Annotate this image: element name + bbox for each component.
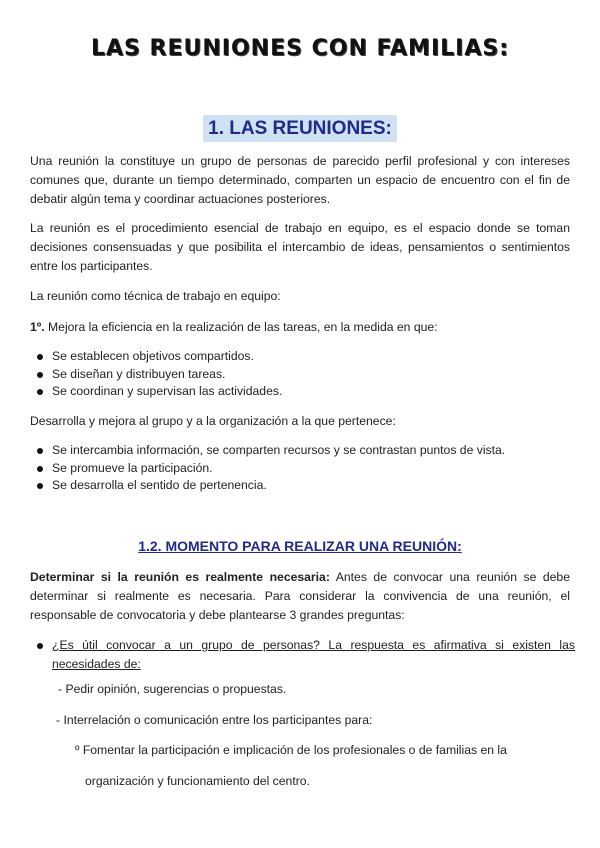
paragraph-definition: Una reunión la constituye un grupo de personas de parecido perfil profesional y con intereses comunes que, durante un tiempo determinado, comparten un espacio de encuentro con el fin de debatir algún tema y coordinar actuaciones posteriores.: [30, 154, 570, 206]
bullet-icon: [37, 466, 43, 472]
sub-sub-item-line2: organización y funcionamiento del centro.: [85, 774, 310, 788]
bullet-icon: [37, 448, 43, 454]
section-heading-reuniones: [0, 112, 600, 140]
list-item-text: Se diseñan y distribuyen tareas.: [52, 366, 226, 381]
list-item: [30, 477, 550, 495]
question-item: [30, 636, 575, 674]
point-text: Mejora la eficiencia en la realización de las tareas, en la medida en que:: [44, 320, 438, 334]
list-item: [30, 366, 550, 384]
list-item: [30, 460, 550, 478]
bullet-icon: [37, 643, 43, 649]
list-item-text: Se intercambia información, se comparten recursos y se contrastan puntos de vista.: [52, 443, 506, 457]
paragraph-technique: La reunión como técnica de trabajo en equipo:: [30, 289, 281, 303]
paragraph-point-1: [30, 318, 570, 337]
bullet-list-efficiency: [30, 348, 550, 401]
list-item-text: Se establecen objetivos compartidos.: [52, 349, 254, 363]
sub-sub-item-line1: º Fomentar la participación e implicación de los profesionales o de familias en la: [75, 743, 507, 757]
lead-bold: Determinar si la reunión es realmente necesaria:: [30, 570, 330, 584]
list-item: [30, 383, 550, 401]
point-number: 1º.: [30, 320, 45, 334]
bullet-icon: [37, 389, 43, 395]
sub-item-interrelation: - Interrelación o comunicación entre los participantes para:: [56, 713, 373, 727]
bullet-icon: [37, 354, 43, 360]
list-item-text: Se coordinan y supervisan las actividades.: [52, 384, 283, 398]
question-text: ¿Es útil convocar a un grupo de personas? La respuesta es afirmativa si existen las necesidades de:: [52, 638, 575, 671]
list-item-text: Se promueve la participación.: [52, 460, 213, 475]
bullet-icon: [37, 372, 43, 378]
section-heading-text: 1. LAS REUNIONES:: [203, 115, 397, 142]
paragraph-determine: [30, 568, 570, 625]
lead-text: Antes de convocar una reunión se debe determinar si realmente es necesaria. Para considerar la convivencia de una reunión, el responsable de convocatoria y debe plantearse 3 grandes preguntas:: [30, 570, 570, 622]
bullet-list-group: [30, 442, 550, 495]
bullet-icon: [37, 483, 43, 489]
paragraph-develops: Desarrolla y mejora al grupo y a la organización a la que pertenece:: [30, 414, 396, 428]
list-item: [30, 442, 550, 460]
paragraph-procedure: La reunión es el procedimiento esencial de trabajo en equipo, es el espacio donde se toman decisiones consensuadas y que posibilita el intercambio de ideas, pensamientos o sentimientos entre los participantes.: [30, 221, 570, 273]
page-title: LAS REUNIONES CON FAMILIAS:: [90, 36, 510, 61]
list-item-text: Se desarrolla el sentido de pertenencia.: [52, 478, 267, 492]
section-heading-momento: 1.2. MOMENTO PARA REALIZAR UNA REUNIÓN:: [138, 538, 462, 554]
sub-item-opinion: - Pedir opinión, sugerencias o propuestas.: [58, 682, 287, 696]
list-item: [30, 348, 550, 366]
